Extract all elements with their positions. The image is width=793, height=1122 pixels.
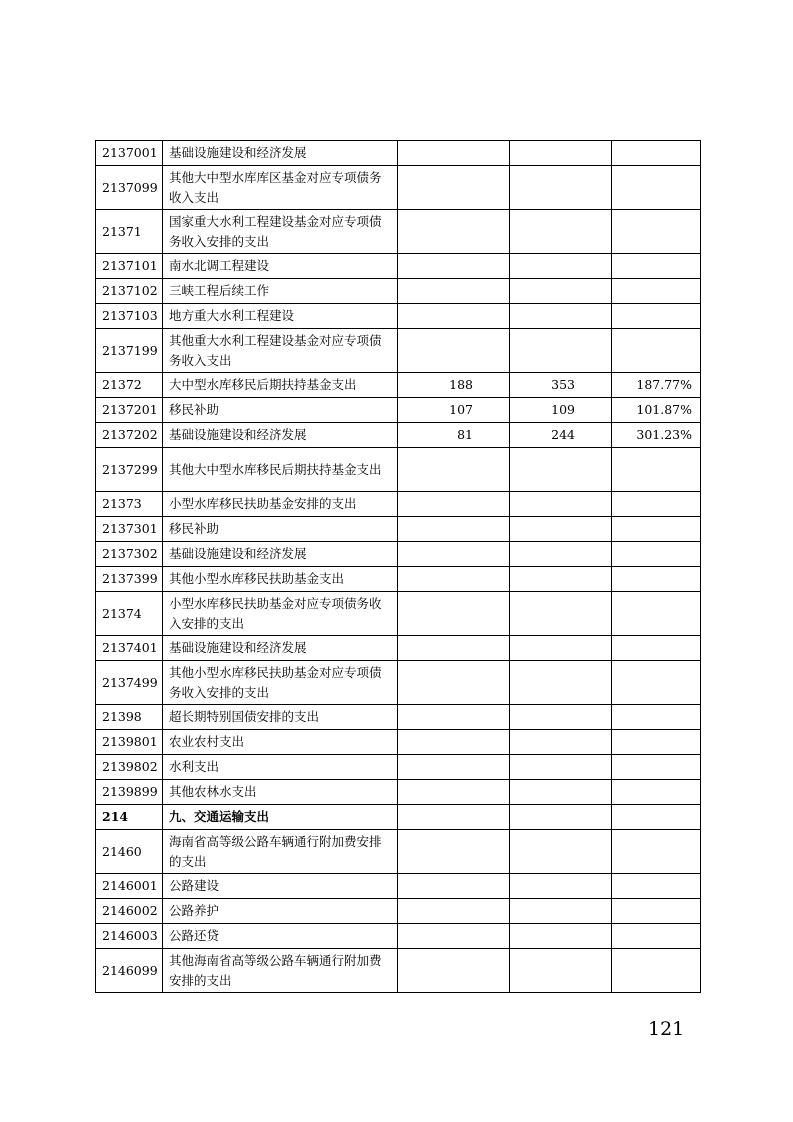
table-row (96, 805, 701, 830)
table-row (96, 492, 701, 517)
row-ratio-cell (612, 899, 701, 924)
row-value-1-cell (398, 492, 510, 517)
row-code-cell: 2146002 (96, 899, 163, 924)
table-row (96, 373, 701, 398)
table-row (96, 254, 701, 279)
row-ratio-cell (612, 830, 701, 874)
table-row (96, 567, 701, 592)
table-row (96, 329, 701, 373)
table-row (96, 705, 701, 730)
row-value-2-cell (510, 830, 612, 874)
row-value-1-cell (398, 329, 510, 373)
row-value-1-cell (398, 830, 510, 874)
row-value-1-cell (398, 304, 510, 329)
row-code-cell: 21373 (96, 492, 163, 517)
row-ratio-cell: 187.77% (612, 373, 701, 398)
table-row (96, 210, 701, 254)
row-ratio-cell (612, 592, 701, 636)
table-row (96, 830, 701, 874)
row-code-cell: 2139802 (96, 755, 163, 780)
row-name-cell: 基础设施建设和经济发展 (163, 542, 398, 567)
row-value-2-cell (510, 254, 612, 279)
row-code-cell: 21398 (96, 705, 163, 730)
row-value-2-cell (510, 542, 612, 567)
row-code-cell: 2139899 (96, 780, 163, 805)
row-name-cell: 公路建设 (163, 874, 398, 899)
row-name-cell: 其他小型水库移民扶助基金支出 (163, 567, 398, 592)
row-code-cell: 2146003 (96, 924, 163, 949)
expenditure-table (95, 140, 701, 993)
row-name-cell: 大中型水库移民后期扶持基金支出 (163, 373, 398, 398)
row-code-cell: 2137202 (96, 423, 163, 448)
row-name-cell: 超长期特别国债安排的支出 (163, 705, 398, 730)
row-name-cell: 基础设施建设和经济发展 (163, 423, 398, 448)
row-ratio-cell (612, 661, 701, 705)
row-ratio-cell (612, 949, 701, 993)
row-code-cell: 21374 (96, 592, 163, 636)
row-value-2-cell: 244 (510, 423, 612, 448)
row-value-2-cell (510, 924, 612, 949)
row-value-1-cell (398, 899, 510, 924)
row-ratio-cell (612, 141, 701, 166)
row-value-2-cell (510, 166, 612, 210)
row-value-2-cell (510, 304, 612, 329)
row-ratio-cell (612, 705, 701, 730)
row-value-2-cell: 353 (510, 373, 612, 398)
row-value-1-cell: 188 (398, 373, 510, 398)
row-value-1-cell (398, 141, 510, 166)
row-ratio-cell (612, 210, 701, 254)
row-name-cell: 农业农村支出 (163, 730, 398, 755)
row-ratio-cell (612, 924, 701, 949)
row-code-cell: 21372 (96, 373, 163, 398)
row-code-cell: 2137001 (96, 141, 163, 166)
row-value-2-cell (510, 705, 612, 730)
row-value-1-cell (398, 755, 510, 780)
page-number: 121 (648, 1018, 685, 1040)
row-value-2-cell (510, 730, 612, 755)
row-value-2-cell (510, 874, 612, 899)
row-code-cell: 2137199 (96, 329, 163, 373)
row-value-2-cell (510, 517, 612, 542)
row-value-1-cell (398, 636, 510, 661)
row-value-2-cell (510, 279, 612, 304)
row-value-2-cell (510, 492, 612, 517)
row-ratio-cell (612, 304, 701, 329)
row-code-cell: 2137401 (96, 636, 163, 661)
row-name-cell: 水利支出 (163, 755, 398, 780)
table-row (96, 279, 701, 304)
row-value-1-cell (398, 874, 510, 899)
row-value-1-cell (398, 730, 510, 755)
row-name-cell: 其他大中型水库移民后期扶持基金支出 (163, 448, 398, 492)
row-value-1-cell (398, 542, 510, 567)
row-ratio-cell (612, 448, 701, 492)
row-ratio-cell (612, 780, 701, 805)
table-row (96, 398, 701, 423)
row-code-cell: 2139801 (96, 730, 163, 755)
row-name-cell: 移民补助 (163, 517, 398, 542)
row-code-cell: 2146001 (96, 874, 163, 899)
row-code-cell: 214 (96, 805, 163, 830)
table-row (96, 780, 701, 805)
row-value-1-cell (398, 780, 510, 805)
row-code-cell: 2146099 (96, 949, 163, 993)
table-row (96, 166, 701, 210)
row-ratio-cell: 301.23% (612, 423, 701, 448)
table-body (96, 141, 701, 993)
row-value-2-cell (510, 329, 612, 373)
table-row (96, 874, 701, 899)
row-name-cell: 公路养护 (163, 899, 398, 924)
row-ratio-cell (612, 730, 701, 755)
table-row (96, 661, 701, 705)
row-name-cell: 基础设施建设和经济发展 (163, 636, 398, 661)
row-ratio-cell: 101.87% (612, 398, 701, 423)
row-value-2-cell (510, 661, 612, 705)
row-value-2-cell (510, 210, 612, 254)
row-code-cell: 2137099 (96, 166, 163, 210)
row-value-1-cell (398, 448, 510, 492)
row-name-cell: 基础设施建设和经济发展 (163, 141, 398, 166)
row-value-2-cell (510, 448, 612, 492)
row-value-2-cell (510, 567, 612, 592)
row-value-2-cell (510, 755, 612, 780)
row-name-cell: 九、交通运输支出 (163, 805, 398, 830)
row-value-1-cell (398, 166, 510, 210)
row-ratio-cell (612, 636, 701, 661)
row-value-1-cell (398, 805, 510, 830)
row-value-1-cell (398, 592, 510, 636)
row-value-1-cell (398, 210, 510, 254)
row-value-2-cell (510, 592, 612, 636)
row-value-1-cell (398, 949, 510, 993)
row-ratio-cell (612, 492, 701, 517)
table-row (96, 730, 701, 755)
row-code-cell: 2137302 (96, 542, 163, 567)
table-row (96, 141, 701, 166)
row-name-cell: 其他大中型水库库区基金对应专项债务收入支出 (163, 166, 398, 210)
table-row (96, 448, 701, 492)
row-name-cell: 国家重大水利工程建设基金对应专项债务收入安排的支出 (163, 210, 398, 254)
row-ratio-cell (612, 567, 701, 592)
row-value-1-cell (398, 567, 510, 592)
row-name-cell: 海南省高等级公路车辆通行附加费安排的支出 (163, 830, 398, 874)
row-code-cell: 21371 (96, 210, 163, 254)
row-name-cell: 移民补助 (163, 398, 398, 423)
row-ratio-cell (612, 517, 701, 542)
row-ratio-cell (612, 805, 701, 830)
row-code-cell: 2137299 (96, 448, 163, 492)
row-value-1-cell: 81 (398, 423, 510, 448)
row-code-cell: 2137301 (96, 517, 163, 542)
row-ratio-cell (612, 166, 701, 210)
row-value-1-cell (398, 705, 510, 730)
row-value-2-cell (510, 805, 612, 830)
row-value-2-cell (510, 780, 612, 805)
table-row (96, 636, 701, 661)
row-code-cell: 2137103 (96, 304, 163, 329)
table-row (96, 542, 701, 567)
row-value-1-cell (398, 661, 510, 705)
row-value-1-cell (398, 254, 510, 279)
table-row (96, 423, 701, 448)
row-value-2-cell (510, 949, 612, 993)
row-code-cell: 2137399 (96, 567, 163, 592)
row-name-cell: 公路还贷 (163, 924, 398, 949)
table-row (96, 517, 701, 542)
row-ratio-cell (612, 874, 701, 899)
row-code-cell: 2137101 (96, 254, 163, 279)
row-name-cell: 其他小型水库移民扶助基金对应专项债务收入安排的支出 (163, 661, 398, 705)
row-name-cell: 小型水库移民扶助基金对应专项债务收入安排的支出 (163, 592, 398, 636)
table-row (96, 949, 701, 993)
table-row (96, 755, 701, 780)
row-ratio-cell (612, 329, 701, 373)
row-code-cell: 2137102 (96, 279, 163, 304)
table-row (96, 304, 701, 329)
row-value-1-cell (398, 517, 510, 542)
row-code-cell: 2137201 (96, 398, 163, 423)
row-name-cell: 其他海南省高等级公路车辆通行附加费安排的支出 (163, 949, 398, 993)
row-name-cell: 南水北调工程建设 (163, 254, 398, 279)
table-row (96, 592, 701, 636)
row-ratio-cell (612, 279, 701, 304)
row-name-cell: 地方重大水利工程建设 (163, 304, 398, 329)
table-row (96, 924, 701, 949)
row-value-1-cell (398, 924, 510, 949)
row-value-2-cell: 109 (510, 398, 612, 423)
row-name-cell: 三峡工程后续工作 (163, 279, 398, 304)
row-name-cell: 其他重大水利工程建设基金对应专项债务收入支出 (163, 329, 398, 373)
row-value-2-cell (510, 141, 612, 166)
row-value-2-cell (510, 636, 612, 661)
row-ratio-cell (612, 755, 701, 780)
row-name-cell: 小型水库移民扶助基金安排的支出 (163, 492, 398, 517)
row-value-1-cell: 107 (398, 398, 510, 423)
row-value-2-cell (510, 899, 612, 924)
row-code-cell: 2137499 (96, 661, 163, 705)
table-row (96, 899, 701, 924)
row-code-cell: 21460 (96, 830, 163, 874)
row-ratio-cell (612, 254, 701, 279)
row-name-cell: 其他农林水支出 (163, 780, 398, 805)
row-value-1-cell (398, 279, 510, 304)
row-ratio-cell (612, 542, 701, 567)
